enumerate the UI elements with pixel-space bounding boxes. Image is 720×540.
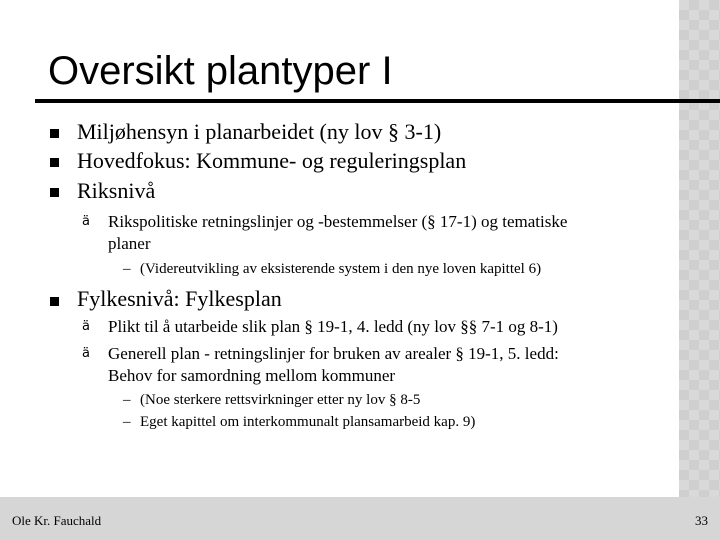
dash-bullet-icon: – xyxy=(123,261,131,277)
bullet-fylkesniva: Fylkesnivå: Fylkesplan xyxy=(77,286,282,311)
riks-subitem-line1: Rikspolitiske retningslinjer og -bestemmelser (§ 17-1) og tematiske xyxy=(108,212,568,231)
riks-subitem-line2: planer xyxy=(108,234,151,253)
sub-bullet-icon: ä xyxy=(82,214,90,229)
title-underline xyxy=(35,99,720,103)
footer-band xyxy=(0,497,720,540)
fylke-subitem-generell-line1: Generell plan - retningslinjer for bruken av arealer § 19-1, 5. ledd: xyxy=(108,344,559,363)
square-bullet-icon xyxy=(50,158,59,167)
fylke-subitem-generell-line2: Behov for samordning mellom kommuner xyxy=(108,366,396,385)
bullet-riksniva: Riksnivå xyxy=(77,178,156,203)
square-bullet-icon xyxy=(50,188,59,197)
bullet-miljohensyn: Miljøhensyn i planarbeidet (ny lov § 3-1) xyxy=(77,119,442,144)
slide-title: Oversikt plantyper I xyxy=(48,49,393,93)
decorative-side-strip xyxy=(679,0,720,540)
fylke-subitem-plikt: Plikt til å utarbeide slik plan § 19-1, 4. ledd (ny lov §§ 7-1 og 8-1) xyxy=(108,317,558,336)
square-bullet-icon xyxy=(50,129,59,138)
sub-bullet-icon: ä xyxy=(82,346,90,361)
footer-author: Ole Kr. Fauchald xyxy=(12,513,102,528)
fylke-dash-item-2: Eget kapittel om interkommunalt plansamarbeid kap. 9) xyxy=(140,414,476,430)
sub-bullet-icon: ä xyxy=(82,319,90,334)
dash-bullet-icon: – xyxy=(123,414,131,430)
page-number: 33 xyxy=(695,513,708,528)
bullet-hovedfokus: Hovedfokus: Kommune- og reguleringsplan xyxy=(77,148,467,173)
dash-bullet-icon: – xyxy=(123,392,131,408)
fylke-dash-item-1: (Noe sterkere rettsvirkninger etter ny lov § 8-5 xyxy=(140,392,421,408)
square-bullet-icon xyxy=(50,297,59,306)
riks-dash-item: (Videreutvikling av eksisterende system i den nye loven kapittel 6) xyxy=(140,261,542,277)
